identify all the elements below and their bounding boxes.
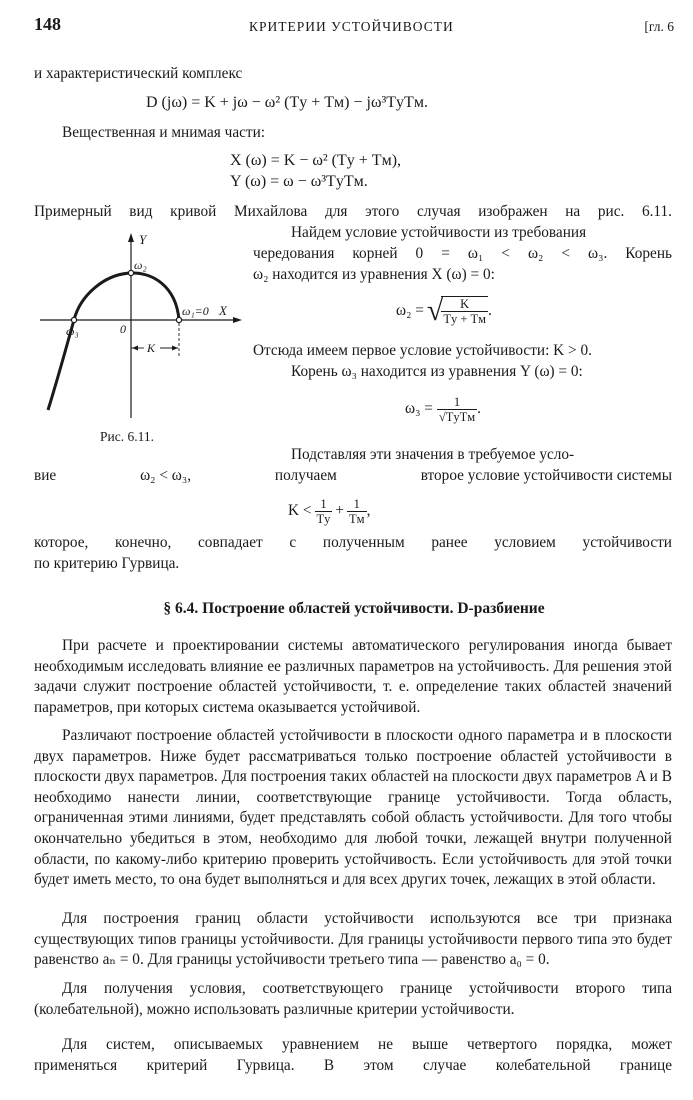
- k-num-1: 1: [315, 497, 333, 512]
- paragraph-4: Для получения условия, соответствующего границе устойчивости второго типа (колебательной), можно использовать различные критерии устойчивости.: [34, 980, 672, 1018]
- subst-line-2: [34, 466, 672, 487]
- w2-numerator: K: [441, 297, 488, 312]
- k-arrow-left: [132, 346, 138, 351]
- k-fraction-1: [315, 497, 333, 526]
- hence-line-1: Отсюда имеем первое условие устойчивости: K > 0.: [253, 342, 592, 359]
- equation-Y: Y (ω) = ω − ω³TуTм.: [230, 173, 368, 190]
- paragraph-3: Для построения границ области устойчивости используются все три признака существующих типов границы устойчивости. Для границы устойчивости первого типа это будет равенство aₙ = 0. Для границы устойчивости третьего типа — равенство a₀ = 0.: [34, 910, 672, 969]
- w2-denominator: Tу + Tм: [443, 312, 487, 326]
- k-num-2: 1: [347, 497, 367, 512]
- figure-6-11: [36, 230, 246, 420]
- find-line-2: чередования корней 0 = ω₁ < ω₂ < ω₃. Корень: [253, 245, 672, 262]
- subst-word-2: получаем: [274, 467, 337, 484]
- w2-label: ω₂: [134, 258, 147, 272]
- w3-fraction: [437, 395, 477, 424]
- k-den-2: Tм: [349, 511, 365, 526]
- mikhailov-line: Примерный вид кривой Михайлова для этого случая изображен на рис. 6.11.: [34, 203, 672, 220]
- k-label: K: [147, 341, 156, 355]
- w3-label: ω₃: [66, 324, 79, 338]
- paragraph-2: Различают построение областей устойчивости в плоскости одного параметра и в плоскости двух параметров. Ниже будет рассматриваться только построение областей устойчивости в плоскости двух параметров. Для построения таких областей на плоскости двух параметров A и B необходимо нанести линии, соответствующие границе устойчивости. Тогда область, ограниченная этими линиями, будет представлять собой область устойчивости. Для того чтобы окончательно убедиться в этом, необходимо для любой точки, лежащей внутри полученной области, по какому-либо критерию проверить устойчивость. Если устойчивость для этой точки будет иметь место, то она будет выполняться и для всех других точек, лежащих в этой области.: [34, 727, 672, 889]
- subst-word-3: второе условие устойчивости системы: [420, 467, 672, 484]
- subst-word-1: вие: [34, 467, 57, 484]
- k-fraction-2: [347, 497, 367, 526]
- paragraph-5-line-1: Для систем, описываемых уравнением не выше четвертого порядка, может: [62, 1036, 672, 1053]
- w3-numerator: 1: [437, 395, 477, 410]
- equation-w3: ω₃ = $\frac{1}{\text{√TуTм}}$ .: [405, 394, 481, 424]
- x-axis-arrow: [233, 317, 242, 323]
- page-number: 148: [34, 14, 61, 34]
- section-title: § 6.4. Построение областей устойчивости. D-разбиение: [163, 600, 545, 617]
- point-w3: [71, 317, 76, 322]
- find-line-1: Найдем условие устойчивости из требования: [291, 224, 587, 241]
- equation-D: D (jω) = K + jω − ω² (Tу + Tм) − jω³TуTм.: [146, 94, 428, 111]
- chapter-marker: [гл. 6: [644, 19, 674, 34]
- k-den-1: Tу: [316, 511, 331, 526]
- which-line-1: которое, конечно, совпадает с полученным ранее условием устойчивости: [34, 534, 672, 551]
- k-arrow-right: [172, 346, 178, 351]
- subst-line-1: Подставляя эти значения в требуемое усло-: [291, 446, 575, 463]
- point-w2: [128, 270, 133, 275]
- equation-K: K < $\frac{1}{Tу}$ + $\frac{1}{Tм}$ ,: [288, 496, 371, 526]
- w2-lhs: ω₂ =: [396, 301, 424, 319]
- intro-line: и характеристический комплекс: [34, 65, 243, 82]
- y-axis-label: Y: [139, 232, 147, 247]
- point-w1: [176, 317, 181, 322]
- sqrt-sign: √: [426, 293, 444, 327]
- w2-fraction: [441, 296, 488, 326]
- equation-X: X (ω) = K − ω² (Tу + Tм),: [230, 152, 402, 169]
- figure-caption: Рис. 6.11.: [100, 429, 154, 444]
- mikhailov-curve-plot: [36, 230, 246, 420]
- w3-lhs: ω₃ =: [405, 399, 433, 417]
- hence-line-2: Корень ω₃ находится из уравнения Y (ω) = 0:: [291, 363, 583, 380]
- w3-denominator: √TуTм: [438, 409, 476, 424]
- mikhailov-curve: [48, 273, 179, 410]
- running-title: КРИТЕРИИ УСТОЙЧИВОСТИ: [249, 19, 454, 34]
- paragraph-5-line-2: применяться критерий Гурвица. В этом случае колебательной границе: [34, 1057, 672, 1074]
- real-imag-line: Вещественная и мнимая части:: [62, 124, 266, 141]
- find-line-3: ω₂ находится из уравнения X (ω) = 0:: [253, 266, 495, 283]
- w1-label: ω₁=0: [182, 304, 209, 318]
- page-header: [34, 14, 674, 38]
- subst-math: ω₂ < ω₃,: [140, 467, 192, 484]
- y-axis-arrow: [128, 233, 134, 242]
- origin-label: 0: [120, 322, 126, 336]
- k-lhs: K <: [288, 501, 312, 519]
- which-line-2: по критерию Гурвица.: [34, 555, 180, 572]
- paragraph-1: При расчете и проектировании системы автоматического регулирования иногда бывает необходимым исследовать влияние ее различных параметров на устойчивость. Для решения этой задачи служит построение областей устойчивости, т. е. определение таких областей значений параметров, при которых система оказывается устойчивой.: [34, 637, 672, 716]
- equation-w2: ω₂ = √ $\frac{K}{Tу + Tм}$ .: [396, 293, 492, 327]
- x-axis-label: X: [219, 303, 227, 318]
